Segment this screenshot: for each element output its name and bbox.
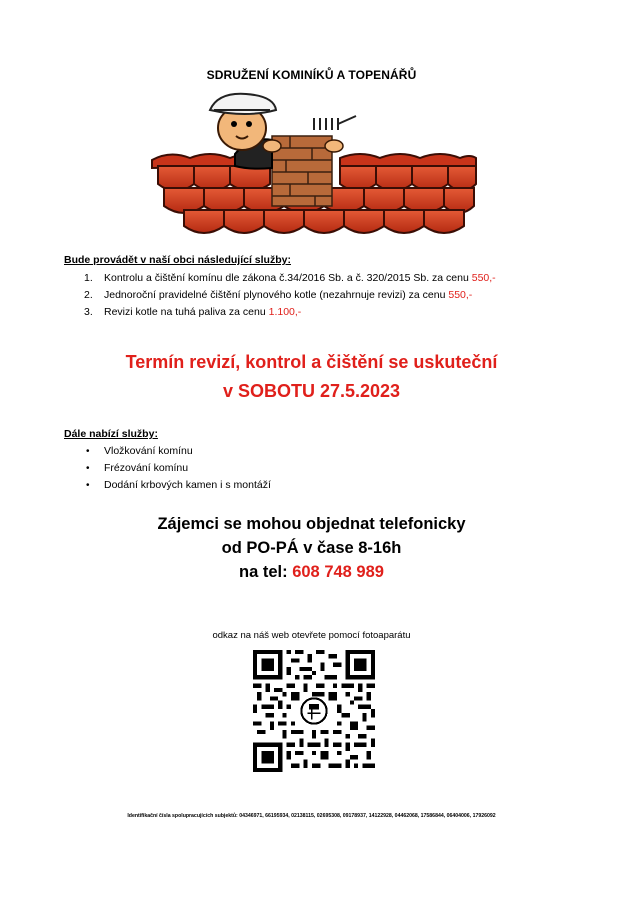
qr-code-icon[interactable]	[253, 650, 375, 772]
list-item-text: Vložkování komínu	[104, 445, 193, 457]
phone-number[interactable]: 608 748 989	[292, 563, 384, 581]
list-item-text: Frézování komínu	[104, 462, 189, 474]
list-item	[84, 460, 271, 477]
announcement-line: Termín revizí, kontrol a čištění se uskuteční	[125, 352, 498, 372]
contact-hours: od PO-PÁ v čase 8-16h	[221, 539, 402, 557]
list-item	[84, 477, 271, 494]
list-number: 2.	[84, 289, 93, 301]
list-item	[84, 443, 271, 460]
bullet: •	[86, 463, 90, 474]
chimney-sweep-illustration	[150, 88, 480, 240]
footer-ids: Identifikační čísla spolupracujících subjektů: 04346971, 66195934, 02138115, 02695308, 09178937, 14122928, 04462068, 17586844, 06404006, 17926092	[127, 813, 496, 819]
bullet: •	[86, 480, 90, 491]
service-text: Jednoroční pravidelné čištění plynového kotle (nezahrnuje revizi) za cenu	[104, 289, 449, 301]
list-item-text: Dodání krbových kamen i s montáží	[104, 479, 271, 491]
service-price: 550,-	[471, 272, 496, 284]
announcement-date: v SOBOTU 27.5.2023	[222, 381, 401, 401]
qr-caption: odkaz na náš web otevřete pomocí fotoaparátu	[212, 630, 411, 641]
service-price: 550,-	[448, 289, 473, 301]
contact-block	[0, 512, 623, 584]
bullet: •	[86, 446, 90, 457]
list-item	[84, 270, 496, 287]
service-text: Kontrolu a čištění komínu dle zákona č.34/2016 Sb. a č. 320/2015 Sb. za cenu	[104, 272, 472, 284]
service-price: 1.100,-	[268, 306, 302, 318]
services-heading: Bude provádět v naší obci následující služby:	[64, 254, 291, 266]
list-item	[84, 304, 496, 321]
phone-prefix: na tel:	[239, 563, 293, 581]
list-item	[84, 287, 496, 304]
list-number: 3.	[84, 306, 93, 318]
page-title: SDRUŽENÍ KOMINÍKŮ A TOPENÁŘŮ	[206, 68, 417, 82]
list-number: 1.	[84, 272, 93, 284]
more-services-heading: Dále nabízí služby:	[64, 428, 158, 440]
service-text: Revizi kotle na tuhá paliva za cenu	[104, 306, 269, 318]
contact-line: Zájemci se mohou objednat telefonicky	[157, 515, 466, 533]
services-list	[84, 270, 496, 321]
contact-phone-line	[0, 560, 623, 584]
date-announcement	[0, 348, 623, 406]
more-services-list	[84, 443, 271, 494]
